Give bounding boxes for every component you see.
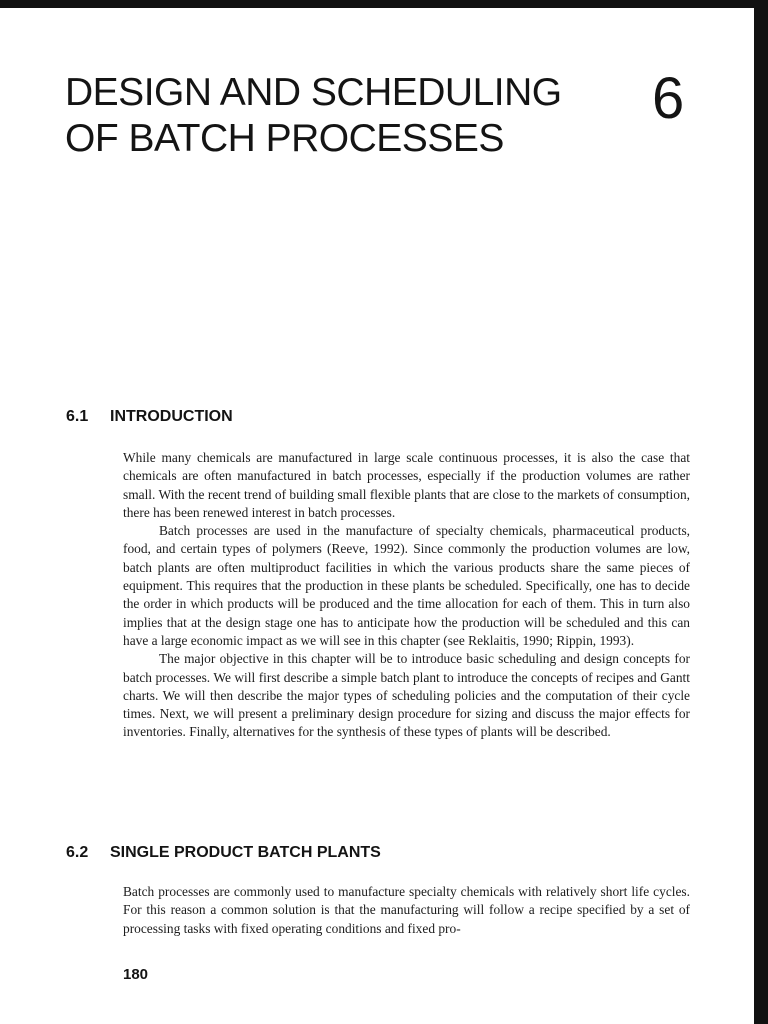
chapter-title-line-2: OF BATCH PROCESSES (65, 117, 504, 160)
section-heading-single-product-batch-plants (66, 843, 381, 863)
chapter-title (65, 70, 562, 162)
section-title: INTRODUCTION (110, 408, 233, 425)
paragraph: The major objective in this chapter will be to introduce basic scheduling and design concepts for batch processes. We will first describe a simple batch plant to introduce the concepts of recipes and Gantt charts. We will then describe the major types of scheduling policies and the computation of their cycle times. Next, we will present a preliminary design procedure for sizing and discuss the major effects for inventories. Finally, alternatives for the synthesis of these types of plants will be described. (123, 651, 690, 740)
scan-border-top (0, 0, 768, 8)
paragraph: Batch processes are used in the manufacture of specialty chemicals, pharmaceutical products, food, and certain types of polymers (Reeve, 1992). Since commonly the production volumes are low, batch plants are often multiproduct facilities in which the various products share the same pieces of equipment. This requires that the production in these plants be scheduled. Specifically, one has to decide the order in which products will be produced and the time allocation for each of them. This in turn also implies that at the design stage one has to anticipate how the production will be scheduled and this can have a large economic impact as we will see in this chapter (see Reklaitis, 1990; Rippin, 1993). (123, 523, 690, 648)
section-number: 6.2 (66, 844, 89, 861)
section-heading-introduction (66, 407, 233, 427)
section-number: 6.1 (66, 408, 89, 425)
paragraph: Batch processes are commonly used to manufacture specialty chemicals with relatively short life cycles. For this reason a common solution is that the manufacturing will follow a recipe specified by a set of processing tasks with fixed operating conditions and fixed pro- (123, 884, 690, 936)
paragraph: While many chemicals are manufactured in large scale continuous processes, it is also the case that chemicals are often manufactured in batch processes, especially if the production volumes are rather small. With the recent trend of building small flexible plants that are close to the markets of consumption, there has been renewed interest in batch processes. (123, 450, 690, 520)
page-number: 180 (123, 966, 149, 983)
chapter-number: 6 (652, 66, 685, 131)
introduction-body (123, 449, 690, 742)
section-title: SINGLE PRODUCT BATCH PLANTS (110, 844, 381, 861)
single-product-body (123, 883, 690, 938)
chapter-title-line-1: DESIGN AND SCHEDULING (65, 71, 562, 114)
scan-border-right (754, 0, 768, 1024)
